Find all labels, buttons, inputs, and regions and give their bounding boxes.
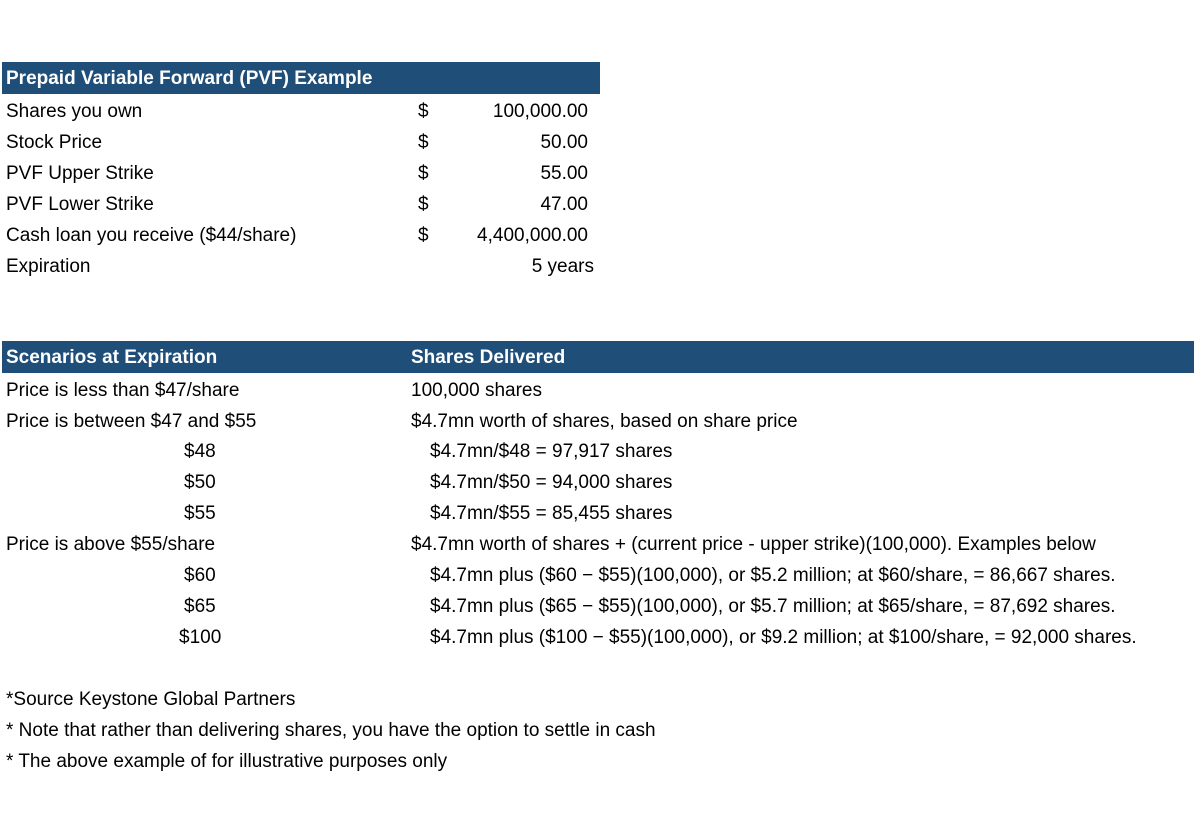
pvf-row-stock-price <box>0 127 1194 158</box>
scenario-row <box>0 560 1194 591</box>
scenario-row <box>0 591 1194 622</box>
pvf-example-header <box>2 62 600 94</box>
scenario-label: Price is between $47 and $55 <box>6 411 257 432</box>
pvf-row-upper-strike <box>0 158 1194 189</box>
scenario-price: $65 <box>184 596 216 617</box>
shares-delivered: $4.7mn plus ($65 − $55)(100,000), or $5.7 million; at $65/share, = 87,692 shares. <box>430 596 1116 617</box>
scenario-price: $55 <box>184 503 216 524</box>
scenario-row <box>0 375 1194 406</box>
scenarios-header-left: Scenarios at Expiration <box>6 347 218 368</box>
scenario-row <box>0 406 1194 437</box>
pvf-example-title: Prepaid Variable Forward (PVF) Example <box>6 68 373 89</box>
scenario-label: Price is above $55/share <box>6 534 216 555</box>
scenario-price: $60 <box>184 565 216 586</box>
row-value: 100,000.00 <box>492 101 588 122</box>
row-value: 47.00 <box>540 194 588 215</box>
shares-delivered: $4.7mn plus ($100 − $55)(100,000), or $9.2 million; at $100/share, = 92,000 shares. <box>430 627 1137 648</box>
row-label: Cash loan you receive ($44/share) <box>6 225 297 246</box>
row-value: 4,400,000.00 <box>477 225 588 246</box>
currency-symbol: $ <box>418 132 429 153</box>
shares-delivered: $4.7mn worth of shares, based on share price <box>411 411 798 432</box>
row-value: 55.00 <box>540 163 588 184</box>
pvf-row-lower-strike <box>0 189 1194 220</box>
scenario-price: $100 <box>179 627 222 648</box>
pvf-row-expiration <box>0 251 1194 282</box>
currency-symbol: $ <box>418 225 429 246</box>
scenarios-header-right: Shares Delivered <box>411 347 566 368</box>
shares-delivered: $4.7mn/$50 = 94,000 shares <box>430 472 673 493</box>
disclaimer-note: * The above example of for illustrative purposes only <box>6 751 448 772</box>
row-label: Shares you own <box>6 101 143 122</box>
source-note: *Source Keystone Global Partners <box>6 689 296 710</box>
scenario-row <box>0 498 1194 529</box>
scenario-row <box>0 436 1194 467</box>
scenario-price: $50 <box>184 472 216 493</box>
currency-symbol: $ <box>418 101 429 122</box>
row-label: Stock Price <box>6 132 103 153</box>
shares-delivered: 100,000 shares <box>411 380 542 401</box>
shares-delivered: $4.7mn/$55 = 85,455 shares <box>430 503 673 524</box>
scenario-row <box>0 529 1194 560</box>
pvf-row-shares-owned <box>0 96 1194 127</box>
currency-symbol: $ <box>418 194 429 215</box>
row-label: PVF Lower Strike <box>6 194 154 215</box>
row-value: 5 years <box>531 256 594 277</box>
currency-symbol: $ <box>418 163 429 184</box>
shares-delivered: $4.7mn plus ($60 − $55)(100,000), or $5.2 million; at $60/share, = 86,667 shares. <box>430 565 1116 586</box>
shares-delivered: $4.7mn/$48 = 97,917 shares <box>430 441 673 462</box>
scenario-row <box>0 622 1194 653</box>
scenario-row <box>0 467 1194 498</box>
row-label: Expiration <box>6 256 91 277</box>
row-value: 50.00 <box>540 132 588 153</box>
pvf-row-cash-loan <box>0 220 1194 251</box>
scenarios-header <box>2 341 1194 373</box>
row-label: PVF Upper Strike <box>6 163 154 184</box>
shares-delivered: $4.7mn worth of shares + (current price - upper strike)(100,000). Examples below <box>411 534 1096 555</box>
settlement-note: * Note that rather than delivering shares, you have the option to settle in cash <box>6 720 656 741</box>
scenario-label: Price is less than $47/share <box>6 380 240 401</box>
scenario-price: $48 <box>184 441 216 462</box>
